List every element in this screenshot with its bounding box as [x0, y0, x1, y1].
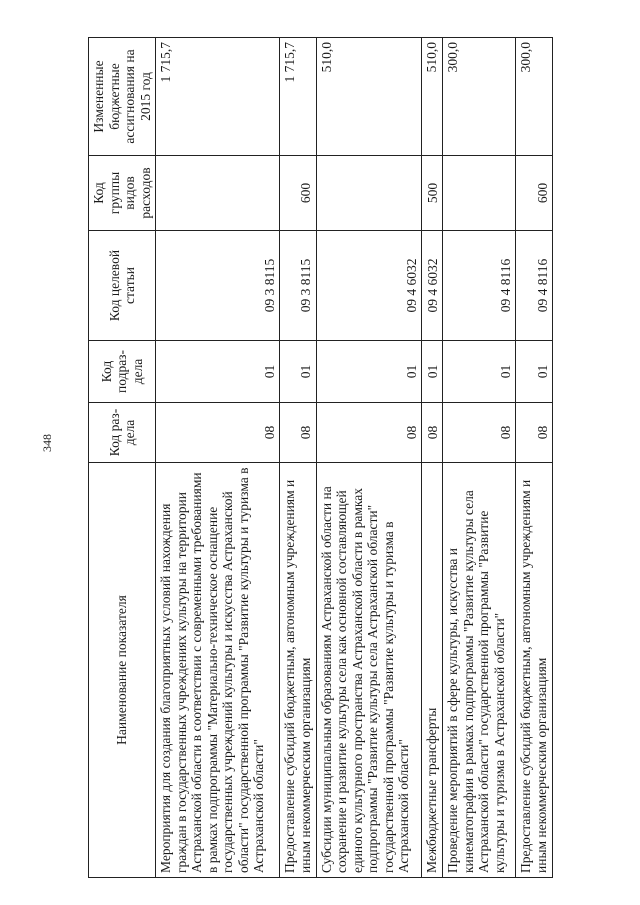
cell-section: 08: [443, 403, 516, 463]
cell-section: 08: [516, 403, 553, 463]
table-header-row: [89, 38, 156, 878]
cell-name: Предоставление субсидий бюджетным, автономным учреждениям и иным некоммерческим организациям: [280, 463, 317, 878]
cell-subsection: 01: [516, 341, 553, 403]
cell-subsection: 01: [316, 341, 422, 403]
cell-subsection: 01: [422, 341, 443, 403]
cell-subsection: 01: [156, 341, 280, 403]
cell-name: Субсидии муниципальным образованиям Астраханской области на сохранение и развитие культуры села как основной составляющей единого культурного пространства Астраханской области в рамках подпрограммы "Развитие культуры села Астраханской области" государственной программы "Развитие культуры и туризма в Астраханской области": [316, 463, 422, 878]
cell-target: 09 4 6032: [316, 231, 422, 341]
table-row: [316, 38, 422, 878]
cell-expense-group: [156, 156, 280, 231]
cell-section: 08: [280, 403, 317, 463]
cell-expense-group: [443, 156, 516, 231]
cell-expense-group: 600: [280, 156, 317, 231]
rotated-table-container: [88, 38, 553, 878]
header-subsection: Код подраз-дела: [89, 341, 156, 403]
table-row: [443, 38, 516, 878]
cell-target: 09 4 8116: [443, 231, 516, 341]
budget-table: [88, 37, 553, 878]
header-target: Код целевой статьи: [89, 231, 156, 341]
cell-name: Межбюджетные трансферты: [422, 463, 443, 878]
cell-target: 09 3 8115: [280, 231, 317, 341]
table-row: [156, 38, 280, 878]
cell-amount: 300,0: [516, 38, 553, 156]
cell-name: Мероприятия для создания благоприятных условий нахождения граждан в государственных учреждениях культуры на территории Астраханской области в соответствии с современными требованиями в рамках подпрограммы "Материально-техническое оснащение государственных учреждений культуры и искусства Астраханской области" государственной программы "Развитие культуры и туризма в Астраханской области": [156, 463, 280, 878]
header-amount: Измененные бюджетные ассигнования на 2015 год: [89, 38, 156, 156]
cell-amount: 510,0: [316, 38, 422, 156]
cell-amount: 510,0: [422, 38, 443, 156]
cell-name: Предоставление субсидий бюджетным, автономным учреждениям и иным некоммерческим организациям: [516, 463, 553, 878]
cell-amount: 1 715,7: [280, 38, 317, 156]
cell-subsection: 01: [280, 341, 317, 403]
cell-section: 08: [316, 403, 422, 463]
cell-target: 09 4 6032: [422, 231, 443, 341]
cell-subsection: 01: [443, 341, 516, 403]
cell-section: 08: [156, 403, 280, 463]
cell-target: 09 4 8116: [516, 231, 553, 341]
header-section: Код раз-дела: [89, 403, 156, 463]
header-expense-group: Код группы видов расходов: [89, 156, 156, 231]
cell-expense-group: [316, 156, 422, 231]
table-row: [280, 38, 317, 878]
cell-amount: 1 715,7: [156, 38, 280, 156]
header-name: Наименование показателя: [89, 463, 156, 878]
cell-target: 09 3 8115: [156, 231, 280, 341]
page-number: 348: [40, 434, 54, 452]
table-row: [516, 38, 553, 878]
cell-amount: 300,0: [443, 38, 516, 156]
cell-name: Проведение мероприятий в сфере культуры, искусства и кинематографии в рамках подпрограммы "Развитие культуры села Астраханской области" государственной программы "Развитие культуры и туризма в Астраханской области": [443, 463, 516, 878]
cell-expense-group: 500: [422, 156, 443, 231]
cell-section: 08: [422, 403, 443, 463]
cell-expense-group: 600: [516, 156, 553, 231]
table-row: [422, 38, 443, 878]
